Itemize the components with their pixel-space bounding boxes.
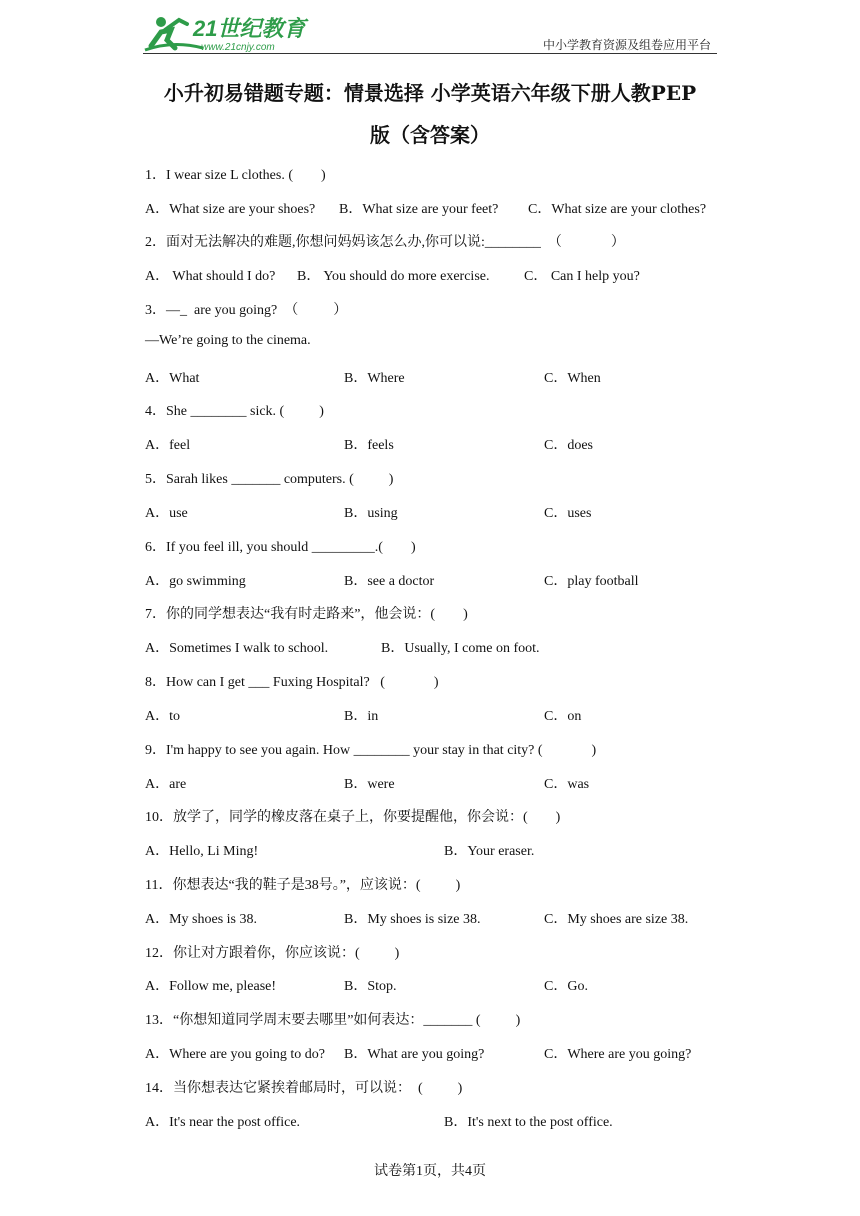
q2-option-b: B． You should do more exercise. bbox=[297, 269, 490, 284]
question-11: 11．你想表达“我的鞋子是38号。”，应该说：( ) bbox=[145, 878, 461, 893]
q8-option-a: A．to bbox=[145, 709, 180, 724]
q4-option-b: B．feels bbox=[344, 438, 394, 453]
q3-option-b: B．Where bbox=[344, 371, 405, 386]
question-14: 14．当你想表达它紧挨着邮局时，可以说： ( ) bbox=[145, 1081, 463, 1096]
question-8: 8．How can I get ___ Fuxing Hospital? ( ) bbox=[145, 675, 439, 690]
q9-option-a: A．are bbox=[145, 777, 187, 792]
document-title-line1: 小升初易错题专题：情景选择 小学英语六年级下册人教PEP bbox=[163, 81, 697, 105]
question-4: 4．She ________ sick. ( ) bbox=[145, 404, 324, 419]
q9-option-c: C．was bbox=[544, 777, 590, 792]
q13-option-c: C．Where are you going? bbox=[544, 1047, 692, 1062]
q14-option-b: B．It's next to the post office. bbox=[444, 1115, 613, 1130]
q2-option-a: A． What should I do? bbox=[145, 269, 276, 284]
q13-option-b: B．What are you going? bbox=[344, 1047, 485, 1062]
q3-option-c: C．When bbox=[544, 371, 601, 386]
q8-option-b: B．in bbox=[344, 709, 379, 724]
q11-option-c: C．My shoes are size 38. bbox=[544, 912, 689, 927]
q1-option-b: B．What size are your feet? bbox=[339, 202, 499, 217]
question-2: 2．面对无法解决的难题,你想问妈妈该怎么办,你可以说:________ （ ） bbox=[145, 235, 625, 250]
q9-option-b: B．were bbox=[344, 777, 395, 792]
question-6: 6．If you feel ill, you should _________.( ) bbox=[145, 540, 416, 555]
q2-option-c: C． Can I help you? bbox=[524, 269, 640, 284]
q5-option-b: B．using bbox=[344, 506, 398, 521]
logo-21cnjy bbox=[143, 10, 313, 54]
q11-option-a: A．My shoes is 38. bbox=[145, 912, 258, 927]
question-5: 5．Sarah likes _______ computers. ( ) bbox=[145, 472, 394, 487]
platform-label: 中小学教育资源及组卷应用平台 bbox=[542, 38, 711, 52]
question-12: 12．你让对方跟着你，你应该说：( ) bbox=[145, 946, 400, 961]
q11-option-b: B．My shoes is size 38. bbox=[344, 912, 481, 927]
question-3: 3．—_ are you going? （ ） bbox=[145, 303, 348, 318]
q7-option-a: A．Sometimes I walk to school. bbox=[145, 641, 329, 656]
q6-option-c: C．play football bbox=[544, 574, 639, 589]
svg-text:21世纪教育: 21世纪教育 bbox=[193, 16, 306, 41]
question-10: 10．放学了，同学的橡皮落在桌子上，你要提醒他，你会说：( ) bbox=[145, 810, 561, 825]
question-9: 9．I'm happy to see you again. How ________ your stay in that city? ( ) bbox=[145, 743, 597, 758]
question-13: 13．“你想知道同学周末要去哪里”如何表达：_______ ( ) bbox=[145, 1013, 521, 1028]
header-rule bbox=[143, 53, 717, 54]
q10-option-a: A．Hello, Li Ming! bbox=[145, 844, 259, 859]
q3-option-a: A．What bbox=[145, 371, 200, 386]
q13-option-a: A．Where are you going to do? bbox=[145, 1047, 325, 1062]
q5-option-c: C．uses bbox=[544, 506, 592, 521]
q12-option-b: B．Stop. bbox=[344, 979, 397, 994]
question-7: 7．你的同学想表达“我有时走路来”，他会说：( ) bbox=[145, 607, 468, 622]
page-header bbox=[143, 10, 717, 54]
question-1: 1．I wear size L clothes. ( ) bbox=[145, 168, 326, 183]
q1-option-c: C．What size are your clothes? bbox=[528, 202, 707, 217]
q6-option-b: B．see a doctor bbox=[344, 574, 435, 589]
q1-option-a: A．What size are your shoes? bbox=[145, 202, 316, 217]
page-footer: 试卷第1页，共4页 bbox=[374, 1164, 486, 1179]
svg-text:www.21cnjy.com: www.21cnjy.com bbox=[201, 42, 275, 53]
q12-option-c: C．Go. bbox=[544, 979, 588, 994]
q5-option-a: A．use bbox=[145, 506, 188, 521]
q4-option-a: A．feel bbox=[145, 438, 191, 453]
q8-option-c: C．on bbox=[544, 709, 582, 724]
q4-option-c: C．does bbox=[544, 438, 593, 453]
q6-option-a: A．go swimming bbox=[145, 574, 246, 589]
q12-option-a: A．Follow me, please! bbox=[145, 979, 277, 994]
q7-option-b: B．Usually, I come on foot. bbox=[381, 641, 540, 656]
document-title-line2: 版（含答案） bbox=[370, 123, 490, 147]
q14-option-a: A．It's near the post office. bbox=[145, 1115, 301, 1130]
q10-option-b: B．Your eraser. bbox=[444, 844, 535, 859]
question-3-dialogue: —We’re going to the cinema. bbox=[145, 333, 311, 348]
